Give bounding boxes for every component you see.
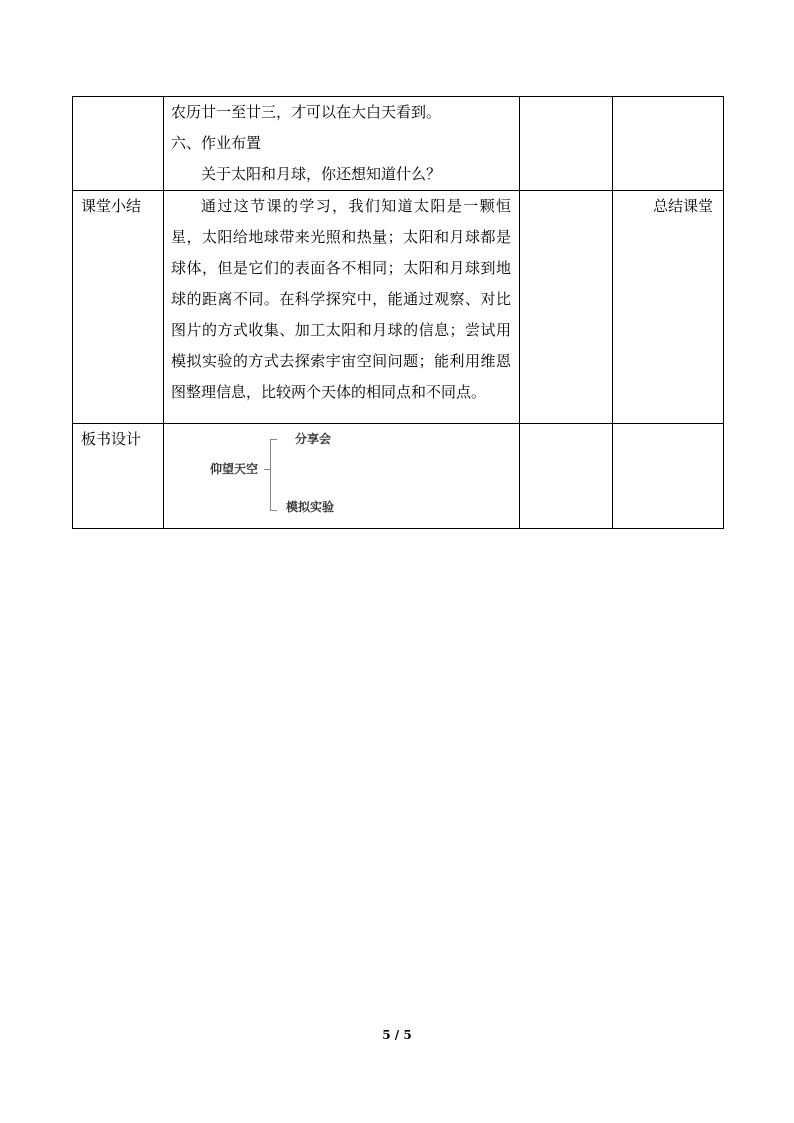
row-label-cell <box>73 424 164 529</box>
text-line: 农历廿一至廿三，才可以在大白天看到。 <box>171 103 442 121</box>
empty-cell <box>520 191 613 424</box>
content-cell <box>164 97 520 191</box>
notes-cell <box>613 191 724 424</box>
mindmap-branch: 分享会 <box>295 432 332 446</box>
cell-text: 总结课堂 <box>652 197 713 215</box>
empty-cell <box>520 424 613 529</box>
summary-paragraph: 通过这节课的学习，我们知道太阳是一颗恒星，太阳给地球带来光照和热量；太阳和月球都是球体，但是它们的表面各不相同；太阳和月球到地球的距离不同。在科学探究中，能通过观察、对比图片的方式收集、加工太阳和月球的信息；尝试用模拟实验的方式去探索宇宙空间问题；能利用维恩图整理信息，比较两个天体的相同点和不同点。 <box>171 197 511 401</box>
empty-cell <box>613 97 724 191</box>
page-number: 5 / 5 <box>382 1028 412 1042</box>
mindmap-branch: 模拟实验 <box>286 500 335 514</box>
row-label-cell <box>73 191 164 424</box>
content-cell <box>164 424 520 529</box>
row-label: 板书设计 <box>81 430 142 448</box>
mindmap-root: 仰望天空 <box>210 462 259 476</box>
mindmap-bracket <box>270 439 277 511</box>
table-row <box>73 191 724 424</box>
table-row <box>73 97 724 191</box>
lesson-plan-table <box>72 96 724 529</box>
row-label-cell <box>73 97 164 191</box>
row-label: 课堂小结 <box>81 197 142 215</box>
empty-cell <box>613 424 724 529</box>
board-design-mindmap <box>164 424 519 528</box>
section-heading: 六、作业布置 <box>171 134 262 152</box>
content-cell <box>164 191 520 424</box>
text-line: 关于太阳和月球，你还想知道什么？ <box>201 165 442 183</box>
empty-cell <box>520 97 613 191</box>
table-row <box>73 424 724 529</box>
